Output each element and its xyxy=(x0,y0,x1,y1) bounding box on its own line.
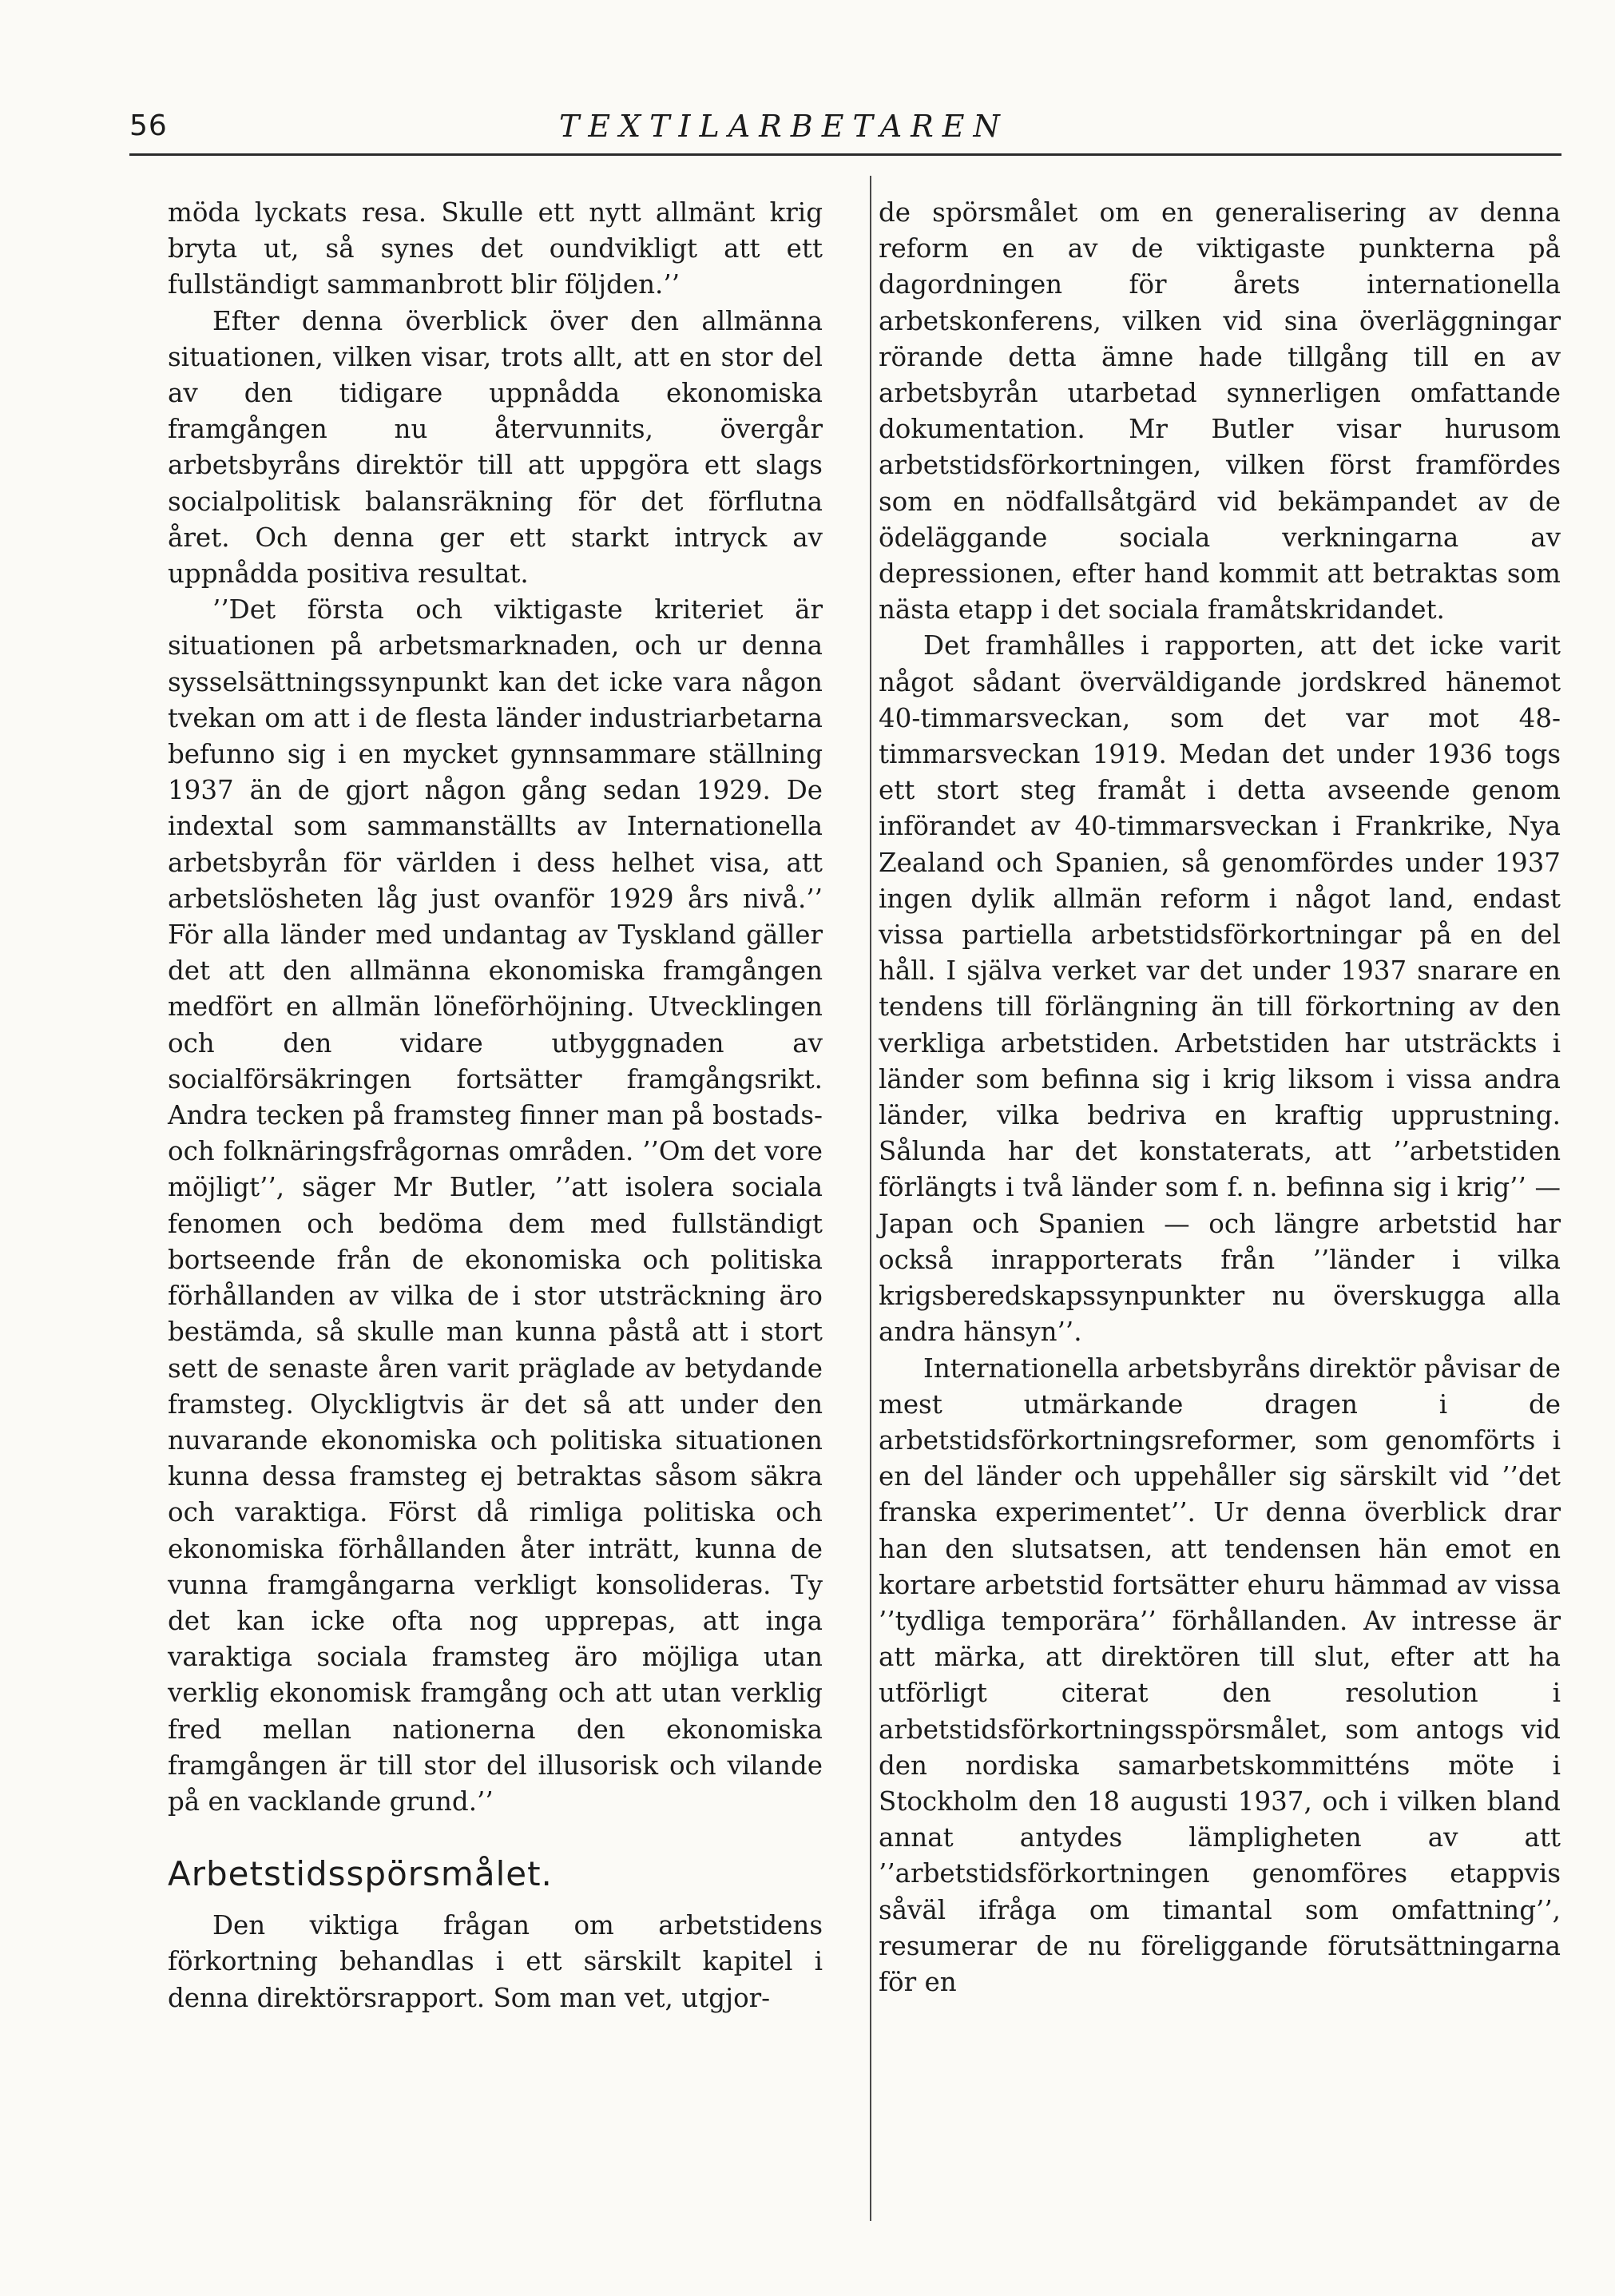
left-paragraph-4: Den viktiga frågan om arbetstidens förkortning behandlas i ett särskilt kapitel i denna direktörsrapport. Som man vet, utgjor- xyxy=(168,1910,823,2013)
right-paragraph-2: Det framhålles i rapporten, att det icke varit något sådant överväldigande jordskred hänemot 40-timmarsveckan, som det var mot 48-timmarsveckan 1919. Medan det under 1936 togs ett stort steg framåt i detta avseende genom införandet av 40-timmarsveckan i Frankrike, Nya Zealand och Spanien, så genomfördes under 1937 ingen dylik allmän reform i något land, endast vissa partiella arbetstidsförkortningar på en del håll. I själva verket var det under 1937 snarare en tendens till förlängning än till förkortning av den verkliga arbetstiden. Arbetstiden har utsträckts i länder som befinna sig i krig liksom i vissa andra länder, vilka bedriva en kraftig upprustning. Sålunda har det konstaterats, att ’’arbetstiden förlängts i två länder som f. n. befinna sig i krig’’ — Japan och Spanien — och längre arbetstid har också inrapporterats från ’’länder i vilka krigsberedskapssynpunkter nu överskugga alla andra hänsyn’’. xyxy=(879,630,1561,1348)
left-paragraph-1: möda lyckats resa. Skulle ett nytt allmänt krig bryta ut, så synes det oundvikligt att ett fullständigt sammanbrott blir följden.’’ xyxy=(168,197,823,300)
column-divider xyxy=(870,176,871,2221)
running-title: TEXTILARBETAREN xyxy=(559,109,1009,144)
header-rule xyxy=(129,153,1561,156)
right-column xyxy=(879,195,1561,2000)
section-heading: Arbetstidsspörsmålet. xyxy=(168,1854,553,1894)
left-paragraph-3: ’’Det första och viktigaste kriteriet är situationen på arbetsmarknaden, och ur denna sysselsättningssynpunkt kan det icke vara någon tvekan om att i de flesta länder industriarbetarna befunno sig i en mycket gynnsammare ställning 1937 än de gjort någon gång sedan 1929. De indextal som sammanställts av Internationella arbetsbyrån för världen i dess helhet visa, att arbetslösheten låg just ovanför 1929 års nivå.’’ För alla länder med undantag av Tyskland gäller det att den allmänna ekonomiska framgången medfört en allmän löneförhöjning. Utvecklingen och den vidare utbyggnaden av socialförsäkringen fortsätter framgångsrikt. Andra tecken på framsteg finner man på bostads- och folknäringsfrågornas områden. ’’Om det vore möjligt’’, säger Mr Butler, ’’att isolera sociala fenomen och bedöma dem med fullständigt bortseende från de ekonomiska och politiska förhållanden av vilka de i stor utsträckning äro bestämda, så skulle man kunna påstå att i stort sett de senaste åren varit präglade av betydande framsteg. Olyckligtvis är det så att under den nuvarande ekonomiska och politiska situationen kunna dessa framsteg ej betraktas såsom säkra och varaktiga. Först då rimliga politiska och ekonomiska förhållanden åter inträtt, kunna de vunna framgångarna verkligt konsolideras. Ty det kan icke ofta nog upprepas, att inga varaktiga sociala framsteg äro möjliga utan verklig ekonomisk framgång och att utan verklig fred mellan nationerna den ekonomiska framgången är till stor del illusorisk och vilande på en vacklande grund.’’ xyxy=(168,594,823,1817)
page-number: 56 xyxy=(129,109,168,142)
right-paragraph-1: de spörsmålet om en generalisering av denna reform en av de viktigaste punkterna på dagordningen för årets internationella arbetskonferens, vilken vid sina överläggningar rörande detta ämne hade tillgång till en av arbetsbyrån utarbetad synnerligen omfattande dokumentation. Mr Butler visar hurusom arbetstidsförkortningen, vilken först framfördes som en nödfallsåtgärd vid bekämpandet av de ödeläggande sociala verkningarna av depressionen, efter hand kommit att betraktas som nästa etapp i det sociala framåtskridandet. xyxy=(879,197,1561,626)
left-column xyxy=(168,195,823,2016)
right-paragraph-3: Internationella arbetsbyråns direktör påvisar de mest utmärkande dragen i de arbetstidsförkortningsreformer, som genomförts i en del länder och uppehåller sig särskilt vid ’’det franska experimentet’’. Ur denna överblick drar han den slutsatsen, att tendensen hän emot en kortare arbetstid fortsätter ehuru hämmad av vissa ’’tydliga temporära’’ förhållanden. Av intresse är att märka, att direktören till slut, efter att ha utförligt citerat den resolution i arbetstidsförkortningsspörsmålet, som antogs vid den nordiska samarbetskommitténs möte i Stockholm den 18 augusti 1937, och i vilken bland annat antydes lämpligheten av att ’’arbetstidsförkortningen genomföres etappvis såväl ifråga om timantal som omfattning’’, resumerar de nu föreliggande förutsättningarna för en xyxy=(879,1353,1561,1997)
left-paragraph-2: Efter denna överblick över den allmänna situationen, vilken visar, trots allt, att en stor del av den tidigare uppnådda ekonomiska framgången nu återvunnits, övergår arbetsbyråns direktör till att uppgöra ett slags socialpolitisk balansräkning för det förflutna året. Och denna ger ett starkt intryck av uppnådda positiva resultat. xyxy=(168,305,823,590)
